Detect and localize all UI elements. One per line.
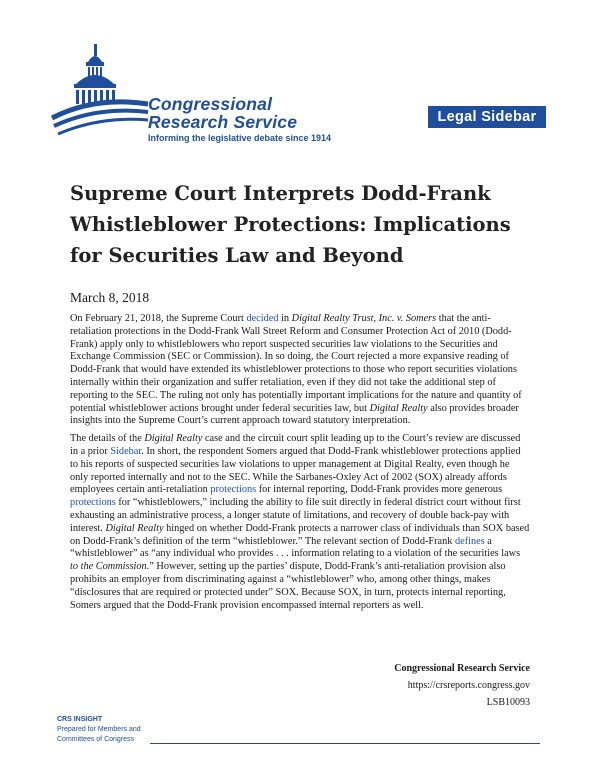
case-name: Digital Realty [105,522,164,534]
decided-link[interactable]: decided [246,313,279,324]
sidebar-link[interactable]: Sidebar [110,445,142,457]
text: .” However, setting up the parties’ dispute, Dodd-Frank’s anti-retaliation provision also prohibits an employer from discriminating against a “whistleblower” who, among other things, makes “disclosures that are required or protected under” SOX. Because SOX, in turn, protects internal reporting, Somers argued that the Dodd-Frank provision encompassed internal reporters as well. [70,561,506,611]
text: On February 21, 2018, the Supreme Court [70,313,247,324]
text: case and the circuit court split leading up to the Court’s review are discussed in a prior [70,433,521,457]
footer-divider [150,743,540,744]
case-name: Digital Realty [369,402,428,414]
footer-url[interactable]: https://crsreports.congress.gov [407,680,530,691]
publication-date: March 8, 2018 [70,290,150,305]
report-id: LSB10093 [486,697,530,708]
text: also provides broader insights into the Supreme Court’s current approach toward statutory interpretation. [70,402,519,427]
paragraph-1 [70,313,530,428]
protections-link-2[interactable]: protections [70,497,116,509]
paragraph-2 [70,433,530,612]
org-name-line2: Research Service [148,112,298,132]
report-footer [394,660,530,711]
legal-sidebar-badge: Legal Sidebar [428,106,546,128]
text: a “whistleblower” as “any individual who provides . . . information relating to a violation of the securities laws [70,535,521,560]
case-name: Digital Realty Trust, Inc. v. Somers [291,313,437,324]
org-name-line1: Congressional [148,94,273,114]
defines-link[interactable]: defines [455,535,485,547]
text: that the anti-retaliation protections in the Dodd-Frank Wall Street Reform and Consumer Protection Act of 2010 (Dodd-Frank) apply only to whistleblowers who report suspected securities law violations to the Securities and Exchange Commission (SEC or Commission). In so doing, the Court rejected a more expansive reading of Dodd-Frank that would have extended its whistleblower protections to those who report securities violations internally within their organization and suffer retaliation, even if they did not take the additional step of reporting to the SEC. The ruling not only has potentially important implications for the nature and quantity of potential whistleblower actions brought under federal securities law, but [70,313,522,414]
text: . In short, the respondent Somers argued that Dodd-Frank whistleblower protections applied to his reports of suspected securities law violations to upper management at Digital Realty, even though he only reported internally and not to the SEC. While the Sarbanes-Oxley Act of 2002 (SOX) already affords employees certain anti-retaliation [70,445,521,496]
case-name: Digital Realty [144,433,203,445]
emphasis: to the Commission [70,561,147,573]
article-body [70,313,530,617]
crs-logo [50,40,350,150]
text: for “whistleblowers,” including the ability to file suit directly in federal district court without first exhausting an administrative process, a longer statute of limitations, and recovery of double back-pay with interest. [70,497,521,534]
crs-insight-label [57,715,141,745]
footer-org: Congressional Research Service [394,663,530,674]
insight-line-1: Prepared for Members and [57,726,141,733]
org-tagline: Informing the legislative debate since 1914 [148,133,332,143]
protections-link-1[interactable]: protections [210,484,257,496]
insight-line-2: Committees of Congress [57,736,135,743]
page-title: Supreme Court Interprets Dodd-Frank Whistleblower Protections: Implications for Securities Law and Beyond [70,182,511,267]
text: in [278,313,292,324]
text: for internal reporting, Dodd-Frank provides more generous [256,484,503,496]
text: The details of the [70,433,145,445]
insight-title: CRS INSIGHT [57,716,103,723]
text: hinged on whether Dodd-Frank protects a narrower class of individuals than SOX based on Dodd-Frank’s definition of the term “whistleblower.” The relevant section of Dodd-Frank [70,522,530,547]
capitol-dome-icon [50,40,150,140]
